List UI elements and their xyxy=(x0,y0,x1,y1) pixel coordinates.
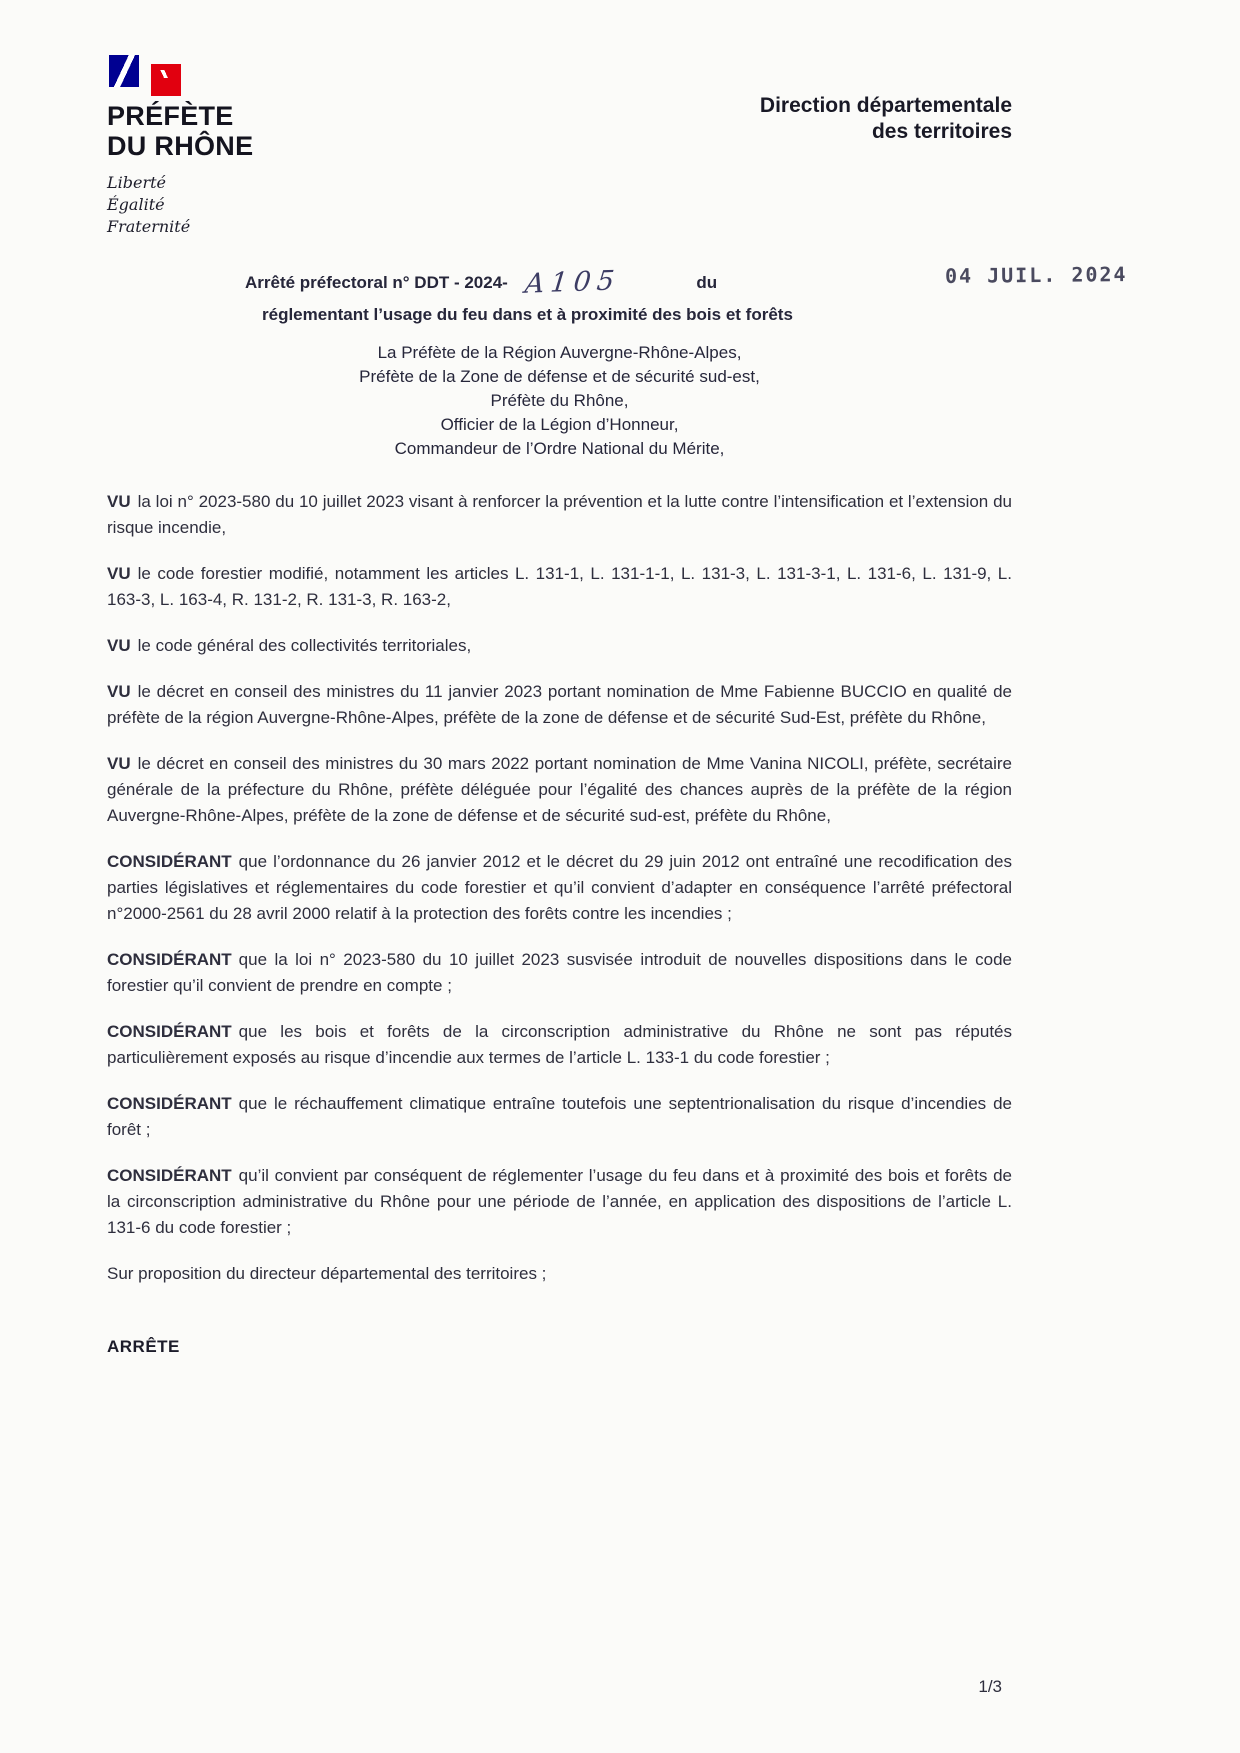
du-label: du xyxy=(696,273,718,293)
lead-word: CONSIDÉRANT xyxy=(107,1166,232,1186)
lead-word: VU xyxy=(107,636,131,656)
paragraph xyxy=(107,947,1012,999)
salutation-block xyxy=(107,341,1012,461)
paragraph xyxy=(107,679,1012,731)
date-stamp: 04 JUIL. 2024 xyxy=(944,262,1128,289)
paragraph-text: le code forestier modifié, notamment les articles L. 131-1, L. 131-1-1, L. 131-3, L. 131-3-1, L. 131-6, L. 131-9, L. 163-3, L. 163-4, R. 131-2, R. 131-3, R. 163-2, xyxy=(107,564,1012,610)
decree-number-prefix: Arrêté préfectoral n° DDT - 2024- xyxy=(245,273,508,293)
brand-line-1: PRÉFÈTE xyxy=(107,101,234,131)
flag-blue-icon xyxy=(109,55,139,87)
gov-logo xyxy=(109,55,253,99)
paragraph-text: que le réchauffement climatique entraîne toutefois une septentrionalisation du risque d’incendies de forêt ; xyxy=(107,1094,1012,1140)
decree-title-line1 xyxy=(107,262,1128,300)
motto-line: Fraternité xyxy=(107,216,191,236)
salutation-line: Officier de la Légion d’Honneur, xyxy=(440,415,679,435)
paragraph-text: qu’il convient par conséquent de réglementer l’usage du feu dans et à proximité des bois et forêts de la circonscription administrative du Rhône pour une période de l’année, en application des dispositions de l’article L. 131-6 du code forestier ; xyxy=(107,1166,1012,1238)
paragraph xyxy=(107,489,1012,541)
paragraph xyxy=(107,1261,1012,1287)
salutation-line: Préfète du Rhône, xyxy=(490,391,629,411)
paragraph-text: le décret en conseil des ministres du 30 mars 2022 portant nomination de Mme Vanina NICOLI, préfète, secrétaire générale de la préfecture du Rhône, préfète déléguée pour l’égalité des chances auprès de la préfète de la région Auvergne-Rhône-Alpes, préfète de la zone de défense et de sécurité sud-est, préfète du Rhône, xyxy=(107,754,1012,826)
paragraph xyxy=(107,1163,1012,1241)
paragraph-text: que l’ordonnance du 26 janvier 2012 et le décret du 29 juin 2012 ont entraîné une recodification des parties législatives et réglementaires du code forestier et qu’il convient d’adapter en conséquence l’arrêté préfectoral n°2000-2561 du 28 avril 2000 relatif à la protection des forêts contre les incendies ; xyxy=(107,852,1012,924)
decree-title-block xyxy=(107,262,1128,325)
decree-title-line2: réglementant l’usage du feu dans et à proximité des bois et forêts xyxy=(262,305,793,325)
salutation-line: Préfète de la Zone de défense et de sécurité sud-est, xyxy=(359,367,760,387)
lead-word: VU xyxy=(107,492,131,512)
paragraph xyxy=(107,849,1012,927)
lead-word: CONSIDÉRANT xyxy=(107,1094,232,1114)
paragraph-text: que les bois et forêts de la circonscription administrative du Rhône ne sont pas réputés particulièrement exposés au risque d’incendie aux termes de l’article L. 133-1 du code forestier ; xyxy=(107,1022,1012,1068)
direction-line-1: Direction départementale xyxy=(759,94,1012,117)
lead-word: CONSIDÉRANT xyxy=(107,950,232,970)
paragraph-text: la loi n° 2023-580 du 10 juillet 2023 visant à renforcer la prévention et la lutte contre l’intensification et l’extension du risque incendie, xyxy=(107,492,1012,538)
paragraph-text: le code général des collectivités territoriales, xyxy=(137,636,472,656)
motto-line: Égalité xyxy=(107,195,165,215)
arrete-heading: ARRÊTE xyxy=(107,1337,180,1357)
brand-line-2: DU RHÔNE xyxy=(107,131,254,162)
paragraph xyxy=(107,561,1012,613)
document-content xyxy=(107,0,1128,1357)
motto-line: Liberté xyxy=(107,173,166,193)
salutation-line: La Préfète de la Région Auvergne-Rhône-Alpes, xyxy=(377,343,742,363)
direction-title xyxy=(760,93,1012,146)
page-number: 1/3 xyxy=(978,1677,1002,1696)
paragraph xyxy=(107,1019,1012,1071)
brand-block xyxy=(107,55,253,237)
motto xyxy=(107,172,253,237)
lead-word: VU xyxy=(107,754,131,774)
decree-number-handwritten: A105 xyxy=(522,265,622,300)
lead-word: VU xyxy=(107,564,131,584)
lead-word: CONSIDÉRANT xyxy=(107,852,232,872)
paragraph-text: que la loi n° 2023-580 du 10 juillet 2023 susvisée introduit de nouvelles dispositions dans le code forestier qu’il convient de prendre en compte ; xyxy=(107,950,1012,996)
decree-body xyxy=(107,489,1012,1287)
lead-word: VU xyxy=(107,682,131,702)
flag-red-icon xyxy=(151,64,181,96)
paragraph-text: le décret en conseil des ministres du 11 janvier 2023 portant nomination de Mme Fabienne BUCCIO en qualité de préfète de la région Auvergne-Rhône-Alpes, préfète de la zone de défense et de sécurité Sud-Est, préfète du Rhône, xyxy=(107,682,1012,728)
paragraph-text: Sur proposition du directeur départemental des territoires ; xyxy=(107,1264,547,1284)
paragraph xyxy=(107,751,1012,829)
paragraph xyxy=(107,1091,1012,1143)
salutation-line: Commandeur de l’Ordre National du Mérite, xyxy=(394,439,725,459)
lead-word: CONSIDÉRANT xyxy=(107,1022,232,1042)
paragraph xyxy=(107,633,1012,659)
direction-line-2: des territoires xyxy=(871,120,1012,144)
document-header xyxy=(107,55,1012,237)
brand-name xyxy=(107,101,253,161)
